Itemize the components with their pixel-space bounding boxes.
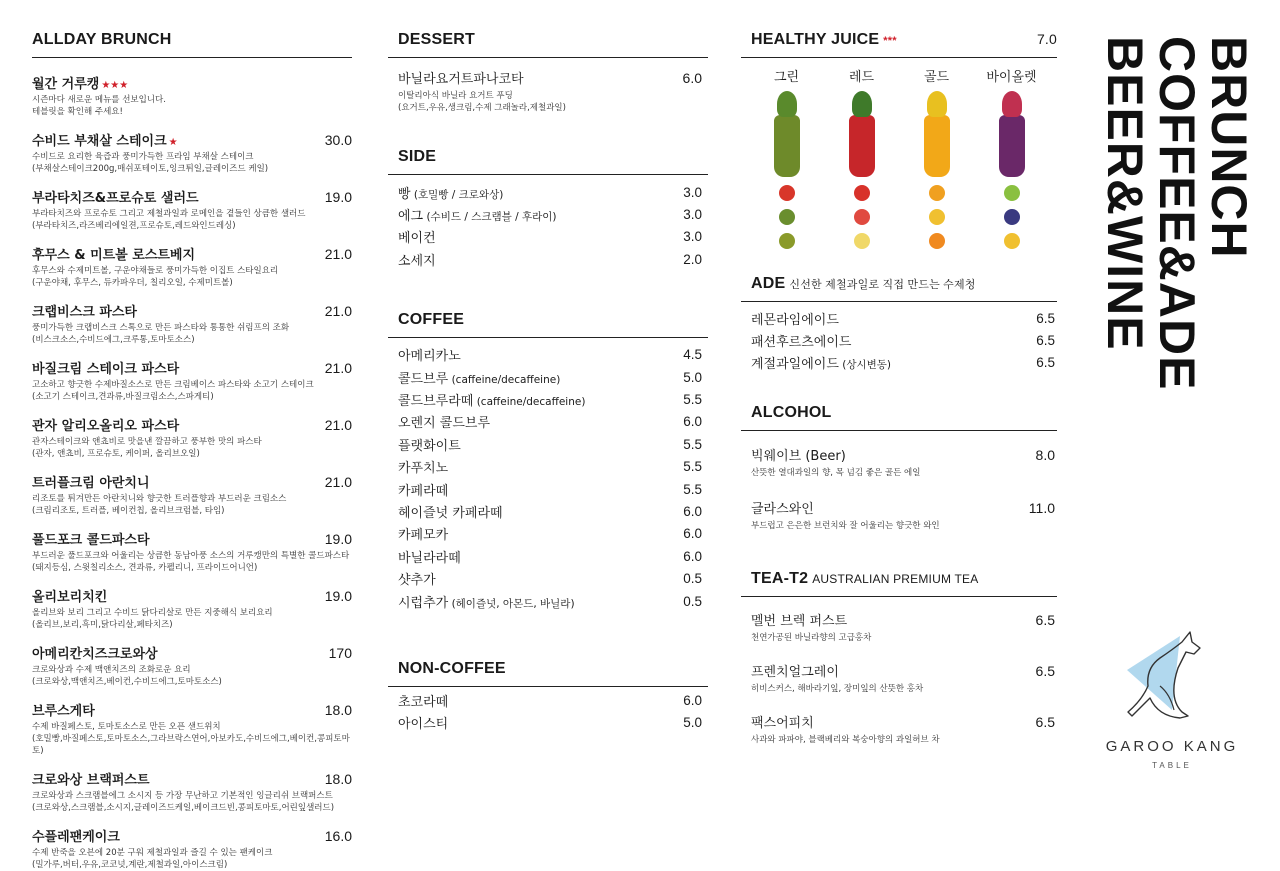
item-price: 18.0 (324, 702, 352, 718)
ade-title: ADE 신선한 제철과일로 직접 만드는 수제청 (741, 275, 1057, 302)
item-price: 21.0 (324, 417, 352, 433)
item-price: 21.0 (324, 303, 352, 319)
fruit-icon (929, 185, 945, 201)
alcohol-title: ALCOHOL (741, 404, 1057, 431)
item-name-wrap (398, 368, 560, 387)
item-name: 바닐라요거트파나코타 (398, 72, 524, 87)
item-name: 관자 알리오올리오 파스타 (32, 419, 180, 434)
fruit-icon (854, 209, 870, 225)
item-name: 수플레팬케이크 (32, 830, 120, 845)
item-name: 크로와상 브랙퍼스트 (32, 773, 150, 788)
menu-item (398, 181, 702, 203)
item-price: 21.0 (324, 360, 352, 376)
menu-item (398, 226, 702, 248)
item-description: 풍미가득한 크랩비스크 스톡으로 만든 파스타와 통통한 쉬림프의 조화 (32, 323, 290, 333)
coffee-title: COFFEE (388, 311, 708, 338)
item-price: 6.0 (682, 70, 702, 86)
brunch-list (32, 73, 352, 871)
item-name: 트러플크림 아란치니 (32, 476, 150, 491)
item-price: 21.0 (324, 246, 352, 262)
item-name-wrap (398, 691, 448, 710)
menu-item (32, 472, 352, 517)
brand-line-coffee: COFFEE&ADE (1149, 36, 1205, 391)
menu-item (32, 244, 352, 289)
menu-item (751, 329, 1055, 351)
item-price: 5.0 (683, 369, 702, 385)
menu-item (398, 433, 702, 455)
item-price: 21.0 (324, 474, 352, 490)
item-price: 2.0 (683, 251, 702, 267)
menu-item (398, 478, 702, 500)
item-description: 크로와상과 스크램블에그 소시지 등 가장 무난하고 기본적인 잉글리쉬 브랙퍼스트 (32, 791, 333, 801)
item-name-wrap (398, 183, 503, 202)
item-price: 19.0 (324, 531, 352, 547)
menu-item (751, 445, 1055, 479)
brunch-title-text: ALLDAY BRUNCH (32, 31, 172, 48)
item-name: 초코라떼 (398, 694, 449, 710)
fruit-icon (929, 233, 945, 249)
menu-item (32, 529, 352, 574)
dessert-title: DESSERT (388, 31, 708, 58)
menu-item (398, 366, 702, 388)
ade-list (741, 307, 1057, 374)
item-description: 이탈리아식 바닐라 요거트 푸딩 (398, 91, 513, 101)
item-option: (호밀빵 / 크로와상) (410, 188, 504, 201)
item-name: 콜드브루 (398, 371, 449, 387)
menu-item (32, 700, 352, 757)
fruit-icon (854, 185, 870, 201)
item-name-wrap (398, 250, 436, 269)
item-ingredients: (요거트,우유,생크림,수제 그래놀라,제철과일) (398, 103, 566, 113)
item-row (32, 187, 352, 206)
juice-price: 7.0 (1036, 31, 1057, 47)
item-name: 시럽추가 (398, 595, 449, 611)
menu-item (32, 187, 352, 232)
item-price: 0.5 (683, 571, 702, 587)
brand-line-brunch: BRUNCH (1201, 36, 1257, 259)
item-description: 부드러운 풀드포크와 어울리는 상큼한 동남아풍 소스의 거루캥만의 특별한 콜드파스타 (32, 551, 350, 561)
item-name: 월간 거루캥 (32, 77, 100, 92)
coffee-section (388, 311, 708, 613)
item-price: 6.5 (1036, 310, 1055, 326)
item-name: 아메리카노 (398, 349, 461, 365)
item-description: 산뜻한 열대과일의 향, 목 넘김 좋은 골든 에일 (751, 468, 921, 479)
item-name: 글라스와인 (751, 502, 814, 518)
item-name: 아메리칸치즈크로와상 (32, 647, 158, 662)
menu-item (398, 203, 702, 225)
item-name-wrap (398, 502, 503, 521)
item-ingredients: (호밀빵,바질페스토,토마토소스,그라브락스연어,아보카도,수비드에그,베이컨,콩피토마토) (32, 734, 350, 756)
item-option: (caffeine/decaffeine) (473, 396, 586, 409)
juice-bottle-icon (849, 115, 875, 177)
menu-item (398, 545, 702, 567)
juice-stars: *** (883, 35, 897, 47)
menu-item (32, 586, 352, 631)
menu-item (398, 523, 702, 545)
item-description: 사과와 파파야, 블랙베리와 복숭아향의 과일허브 차 (751, 735, 940, 746)
item-name: 카페모카 (398, 528, 449, 544)
juice-item (977, 66, 1047, 249)
item-price: 0.5 (683, 593, 702, 609)
item-description: 관자스테이크와 앤쵸비로 맛을낸 깔끔하고 풍부한 맛의 파스타 (32, 437, 262, 447)
fruit-icon (1004, 233, 1020, 249)
tea-subtitle: AUSTRALIAN PREMIUM TEA (812, 572, 979, 587)
item-row (751, 610, 1055, 629)
item-row (32, 826, 352, 845)
menu-item (751, 712, 1055, 746)
item-price: 19.0 (324, 189, 352, 205)
item-description: 부라타치즈와 프로슈토 그리고 제철과일과 로메인을 곁들인 상큼한 샐러드 (32, 209, 306, 219)
item-name: 소세지 (398, 253, 436, 269)
item-name: 카페라떼 (398, 483, 449, 499)
item-description: 시즌마다 새로운 메뉴를 선보입니다. (32, 95, 166, 105)
item-row (32, 358, 352, 377)
alcohol-section (741, 404, 1057, 532)
item-description: 올리브와 보리 그리고 수비드 닭다리살로 만든 지중해식 보리요리 (32, 608, 273, 618)
item-ingredients: (올리브,보리,흑미,닭다리살,페타치즈) (32, 620, 173, 630)
item-row (751, 445, 1055, 464)
item-price: 16.0 (324, 828, 352, 844)
menu-item (751, 661, 1055, 695)
item-name: 카푸치노 (398, 461, 449, 477)
brunch-section (32, 0, 352, 871)
item-row (32, 643, 352, 662)
ade-section (741, 275, 1057, 374)
item-name-wrap (751, 353, 891, 372)
item-price: 19.0 (324, 588, 352, 604)
item-price: 6.0 (683, 548, 702, 564)
item-ingredients: (크로와상,스크램블,소시지,글레이즈드케일,베이크드빈,콩피토마토,어린잎샐러드) (32, 803, 335, 813)
menu-item (398, 500, 702, 522)
item-name: 팩스어피치 (751, 716, 814, 732)
menu-item (398, 590, 702, 612)
menu-item (32, 643, 352, 688)
fruit-icon (854, 233, 870, 249)
item-row (32, 301, 352, 320)
item-name-wrap (32, 73, 128, 92)
juice-label: 레드 (848, 70, 875, 85)
fruit-icon (779, 209, 795, 225)
item-name-wrap (398, 569, 436, 588)
menu-item (32, 358, 352, 403)
item-price: 6.5 (1035, 612, 1055, 629)
item-price: 6.0 (683, 692, 702, 708)
item-price: 6.0 (683, 503, 702, 519)
item-name: 계절과일에이드 (751, 357, 839, 373)
juice-bottle-icon (774, 115, 800, 177)
brand-text (1097, 36, 1257, 391)
item-description: 수제 바질페스토, 토마토소스로 만든 오픈 샌드위치 (32, 722, 221, 732)
item-name-wrap (398, 547, 461, 566)
juice-item (752, 66, 822, 249)
item-row (32, 769, 352, 788)
item-ingredients: (부라타치즈,라즈베리에일젼,프로슈토,레드와인드레싱) (32, 221, 236, 231)
logo-name: GAROO KANG (1105, 738, 1239, 755)
item-name-wrap (398, 457, 448, 476)
item-name-wrap (32, 130, 178, 149)
item-name-wrap (751, 331, 851, 350)
coffee-list (388, 344, 708, 613)
item-ingredients: (부채살스테이크200g,매쉬포테이토,잉크튀일,글레이즈드 케일) (32, 164, 269, 174)
fruit-icon (779, 185, 795, 201)
menu-item (398, 388, 702, 410)
item-row (32, 586, 352, 605)
item-row (751, 712, 1055, 731)
item-name: 콜드브루라떼 (398, 394, 474, 410)
item-name: 후무스 & 미트볼 로스트베지 (32, 248, 196, 263)
item-description: 리조토를 튀겨만든 아란치니와 향긋한 트러플향과 부드러운 크림소스 (32, 494, 287, 504)
juice-bottle-icon (999, 115, 1025, 177)
menu-item (398, 689, 702, 711)
signature-star: ★ (168, 137, 178, 148)
item-name-wrap (398, 412, 490, 431)
item-ingredients: 테블릿을 확인해 주세요! (32, 107, 123, 117)
item-row (32, 529, 352, 548)
item-description: 천연가공된 바닐라향의 고급홍차 (751, 633, 872, 644)
garnish-icon (1002, 91, 1022, 117)
item-ingredients: (돼지등심, 스윗칠리소스, 견과류, 카펠리니, 프라이드어니언) (32, 563, 258, 573)
item-name-wrap (751, 309, 839, 328)
item-price: 6.0 (683, 414, 702, 430)
item-name: 풀드포크 콜드파스타 (32, 533, 150, 548)
menu-item (751, 307, 1055, 329)
garnish-icon (927, 91, 947, 117)
item-name-wrap (398, 480, 448, 499)
menu-item (398, 567, 702, 589)
item-option: (수비드 / 스크램블 / 후라이) (423, 211, 557, 224)
item-name: 멜번 브렉 퍼스트 (751, 614, 848, 630)
item-name: 빵 (398, 186, 411, 202)
ade-subtitle: 신선한 제철과일로 직접 만드는 수제청 (789, 279, 976, 291)
item-price: 5.5 (683, 436, 702, 452)
item-price: 11.0 (1028, 500, 1055, 517)
item-name: 올리보리치킨 (32, 590, 108, 605)
item-price: 3.0 (683, 184, 702, 200)
dessert-section (388, 31, 708, 114)
item-row (32, 73, 352, 92)
item-name: 헤이즐넛 카페라떼 (398, 505, 503, 521)
menu-item (32, 826, 352, 871)
fruit-icon (1004, 209, 1020, 225)
item-option: (헤이즐넛, 아몬드, 바닐라) (448, 597, 575, 610)
item-description: 후무스와 수제미트볼, 구운야채들로 풍미가득한 이집트 스타일요리 (32, 266, 279, 276)
brand-line-beer: BEER&WINE (1097, 36, 1153, 351)
item-name: 오렌지 콜드브루 (398, 416, 491, 432)
item-description: 히비스커스, 해바라기잎, 장미잎의 산뜻한 홍차 (751, 684, 924, 695)
item-price: 3.0 (683, 207, 702, 223)
item-name: 빅웨이브 (Beer) (751, 449, 846, 465)
juice-label: 그린 (773, 70, 800, 85)
menu-item (751, 352, 1055, 374)
item-name: 부라타치즈&프로슈토 샐러드 (32, 191, 199, 206)
item-ingredients: (소고기 스테이크,견과류,바질크림소스,스파게티) (32, 392, 214, 402)
garnish-icon (852, 91, 872, 117)
item-price: 6.0 (683, 526, 702, 542)
item-price: 6.5 (1035, 714, 1055, 731)
menu-item (32, 130, 352, 175)
item-option: (상시변동) (838, 359, 892, 372)
item-price: 6.5 (1035, 663, 1055, 680)
item-price: 5.0 (683, 715, 702, 731)
item-price: 170 (328, 645, 352, 661)
item-row (751, 498, 1055, 517)
item-price: 5.5 (683, 459, 702, 475)
menu-item (398, 248, 702, 270)
item-name: 패션후르츠에이드 (751, 335, 852, 351)
juice-bottle-icon (924, 115, 950, 177)
item-row (32, 472, 352, 491)
item-name-wrap (398, 435, 461, 454)
item-row (751, 661, 1055, 680)
menu-item (398, 68, 702, 87)
item-ingredients: (구운야채, 후무스, 듀카파우더, 칠리오일, 수제미트볼) (32, 278, 233, 288)
item-price: 5.5 (683, 392, 702, 408)
menu-item (398, 712, 702, 734)
menu-item (751, 498, 1055, 532)
item-row (32, 130, 352, 149)
noncoffee-list (388, 689, 708, 734)
noncoffee-title: NON-COFFEE (388, 660, 708, 687)
item-row (32, 700, 352, 719)
item-price: 4.5 (683, 347, 702, 363)
item-name-wrap (398, 345, 461, 364)
garnish-icon (777, 91, 797, 117)
menu-item (32, 301, 352, 346)
menu-item (398, 344, 702, 366)
item-name-wrap (398, 592, 575, 611)
item-price: 6.5 (1036, 333, 1055, 349)
item-name-wrap (398, 524, 448, 543)
item-price: 30.0 (324, 132, 352, 148)
item-price: 5.5 (683, 481, 702, 497)
fruit-icon (929, 209, 945, 225)
middle-column (388, 0, 708, 734)
menu-item (32, 415, 352, 460)
side-title: SIDE (388, 148, 708, 175)
item-name: 바닐라라떼 (398, 550, 461, 566)
fruit-icon (1004, 185, 1020, 201)
item-name: 브루스게타 (32, 704, 95, 719)
item-description: 수제 반죽을 오븐에 20분 구워 제철과일과 즐길 수 있는 팬케이크 (32, 848, 273, 858)
juice-section (741, 31, 1057, 249)
juice-label: 바이올렛 (986, 70, 1037, 85)
tea-section (741, 570, 1057, 746)
item-row (32, 415, 352, 434)
item-name: 레몬라임에이드 (751, 312, 839, 328)
item-name: 프렌치얼그레이 (751, 665, 839, 681)
item-row (32, 244, 352, 263)
item-name-wrap (398, 390, 585, 409)
item-name-wrap (398, 205, 557, 224)
menu-item (398, 411, 702, 433)
item-name-wrap (398, 713, 448, 732)
menu-item (751, 610, 1055, 644)
item-name: 에그 (398, 209, 424, 225)
noncoffee-section (388, 660, 708, 734)
tea-title: TEA-T2 AUSTRALIAN PREMIUM TEA (741, 570, 1057, 597)
juice-item (902, 66, 972, 249)
item-name: 수비드 부채살 스테이크 (32, 134, 167, 149)
item-ingredients: (크로와상,맥앤치즈,베이컨,수비드에그,토마토소스) (32, 677, 222, 687)
juice-label: 골드 (923, 70, 950, 85)
alcohol-list (741, 445, 1057, 532)
menu-item (32, 769, 352, 814)
item-name: 바질크림 스테이크 파스타 (32, 362, 180, 377)
item-name: 아이스티 (398, 717, 449, 733)
item-ingredients: (크림리조토, 트러플, 베이컨칩, 올리브크럼블, 타임) (32, 506, 225, 516)
item-price: 3.0 (683, 229, 702, 245)
item-name: 샷추가 (398, 573, 436, 589)
fruit-icon (779, 233, 795, 249)
item-name-wrap (398, 227, 436, 246)
brunch-title (32, 31, 352, 58)
brand-vertical (1085, 36, 1257, 391)
side-list (388, 181, 708, 271)
item-name: 플랫화이트 (398, 438, 461, 454)
item-description: 크로와상과 수제 맥앤치즈의 조화로운 요리 (32, 665, 191, 675)
item-description: 수비드로 요리한 육즙과 풍미가득한 프라임 부채살 스테이크 (32, 152, 254, 162)
kangaroo-icon (1090, 628, 1260, 738)
right-column (741, 0, 1057, 746)
side-section (388, 148, 708, 271)
signature-star: ★★★ (101, 80, 129, 91)
juice-title: HEALTHY JUICE *** 7.0 (741, 31, 1057, 58)
logo-subtitle: TABLE (1152, 761, 1192, 770)
menu-item (32, 73, 352, 118)
item-option: (caffeine/decaffeine) (448, 373, 561, 386)
item-description: 부드럽고 은은한 브런치와 잘 어울리는 향긋한 와인 (751, 521, 940, 532)
item-ingredients: (밀가루,버터,우유,코코넛,계란,제철과일,아이스크림) (32, 860, 228, 870)
item-price: 6.5 (1036, 355, 1055, 371)
item-name: 베이컨 (398, 231, 436, 247)
item-name: 크랩비스크 파스타 (32, 305, 137, 320)
tea-list (741, 610, 1057, 746)
menu-item (398, 456, 702, 478)
item-ingredients: (비스크소스,수비드에그,크루통,토마토소스) (32, 335, 195, 345)
garoo-kang-logo (1090, 628, 1260, 778)
juice-item (827, 66, 897, 249)
item-price: 8.0 (1035, 447, 1055, 464)
item-description: 고소하고 향긋한 수제바질소스로 만든 크림베이스 파스타와 소고기 스테이크 (32, 380, 314, 390)
juice-grid (741, 66, 1057, 249)
item-price: 18.0 (324, 771, 352, 787)
item-ingredients: (관자, 앤쵸비, 프로슈토, 케이퍼, 올리브오일) (32, 449, 200, 459)
